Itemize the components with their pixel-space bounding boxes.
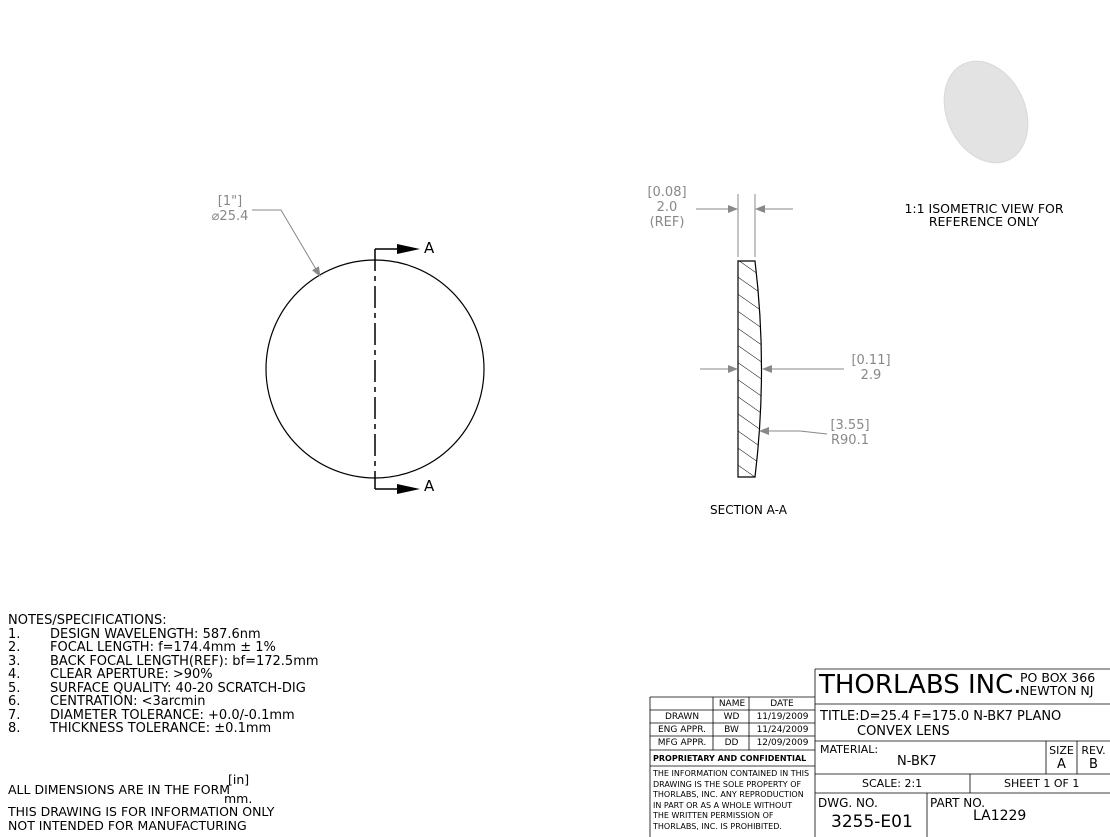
- section-arrow-bottom: [397, 484, 420, 494]
- edge-thickness-dimension: [0.11] 2.9: [851, 353, 891, 383]
- company-address: PO BOX 366 NEWTON NJ: [1020, 670, 1096, 698]
- material-label: MATERIAL:: [820, 743, 879, 756]
- note-item: 2. FOCAL LENGTH: f=174.4mm ± 1%: [8, 640, 276, 655]
- diameter-dimension: [1"] ⌀25.4: [211, 194, 249, 224]
- rev-label: REV.: [1081, 744, 1106, 757]
- section-label-top: A: [424, 239, 435, 257]
- drawing-title: TITLE:D=25.4 F=175.0 N-BK7 PLANO CONVEX LENS: [820, 709, 1062, 739]
- material-value: N-BK7: [897, 754, 937, 769]
- approval-row-label: MFG APPR.: [657, 738, 707, 748]
- part-no-label: PART NO.: [930, 796, 986, 810]
- disclaimer: THIS DRAWING IS FOR INFORMATION ONLY NOT INTENDED FOR MANUFACTURING: [8, 804, 275, 833]
- dwg-no-label: DWG. NO.: [818, 796, 878, 810]
- section-arrow-top: [397, 244, 420, 254]
- note-item: 4. CLEAR APERTURE: >90%: [8, 667, 213, 682]
- notes-heading: NOTES/SPECIFICATIONS:: [8, 613, 167, 628]
- approval-row-date: 11/19/2009: [756, 712, 809, 722]
- sheet: SHEET 1 OF 1: [1004, 777, 1080, 790]
- proprietary-heading: PROPRIETARY AND CONFIDENTIAL: [653, 754, 807, 763]
- rev-value: B: [1089, 757, 1098, 772]
- note-item: 7. DIAMETER TOLERANCE: +0.0/-0.1mm: [8, 707, 295, 723]
- section-label-bottom: A: [424, 477, 435, 495]
- section-caption: SECTION A-A: [710, 503, 787, 517]
- approval-row-label: ENG APPR.: [657, 725, 707, 735]
- dimension-form-note: ALL DIMENSIONS ARE IN THE FORM: [8, 782, 231, 797]
- radius-leader: [760, 431, 827, 434]
- size-label: SIZE: [1049, 744, 1074, 757]
- approval-row-date: 12/09/2009: [756, 738, 809, 748]
- part-no-value: LA1229: [973, 808, 1027, 824]
- dwg-no-value: 3255-E01: [831, 812, 913, 832]
- company-name: THORLABS INC.: [819, 670, 1022, 700]
- dimension-form-mm: mm.: [224, 791, 253, 806]
- note-item: 5. SURFACE QUALITY: 40-20 SCRATCH-DIG: [8, 680, 306, 696]
- approval-row-name: DD: [724, 738, 739, 748]
- approvals-header-name: NAME: [718, 699, 746, 709]
- isometric-view: [928, 47, 1043, 176]
- note-item: 8. THICKNESS TOLERANCE: ±0.1mm: [8, 721, 272, 736]
- approval-row-name: BW: [724, 725, 739, 735]
- note-item: 6. CENTRATION: <3arcmin: [8, 694, 206, 709]
- notes-specifications: [8, 614, 319, 736]
- note-item: 3. BACK FOCAL LENGTH(REF): bf=172.5mm: [8, 653, 319, 669]
- approval-row-label: DRAWN: [664, 712, 700, 722]
- scale: SCALE: 2:1: [862, 777, 923, 790]
- approval-row-name: WD: [723, 712, 740, 722]
- dimension-form-inch: [in]: [228, 772, 250, 787]
- isometric-caption: 1:1 ISOMETRIC VIEW FOR REFERENCE ONLY: [904, 201, 1064, 229]
- approval-row-date: 11/24/2009: [756, 725, 809, 735]
- diameter-leader: [252, 210, 320, 276]
- note-item: 1. DESIGN WAVELENGTH: 587.6nm: [8, 626, 261, 642]
- center-thickness-dimension: [0.08] 2.0 (REF): [647, 185, 687, 230]
- approvals-header-date: DATE: [770, 699, 794, 709]
- size-value: A: [1057, 757, 1066, 772]
- radius-dimension: [3.55] R90.1: [830, 418, 870, 448]
- proprietary-notice: THE INFORMATION CONTAINED IN THIS DRAWING IS THE SOLE PROPERTY OF THORLABS, INC. ANY REPRODUCTION IN PART OR AS A WHOLE WITHOUT THE WRITTEN PERMISSION OF THORLABS, INC. IS PROHIBITED.: [653, 769, 810, 831]
